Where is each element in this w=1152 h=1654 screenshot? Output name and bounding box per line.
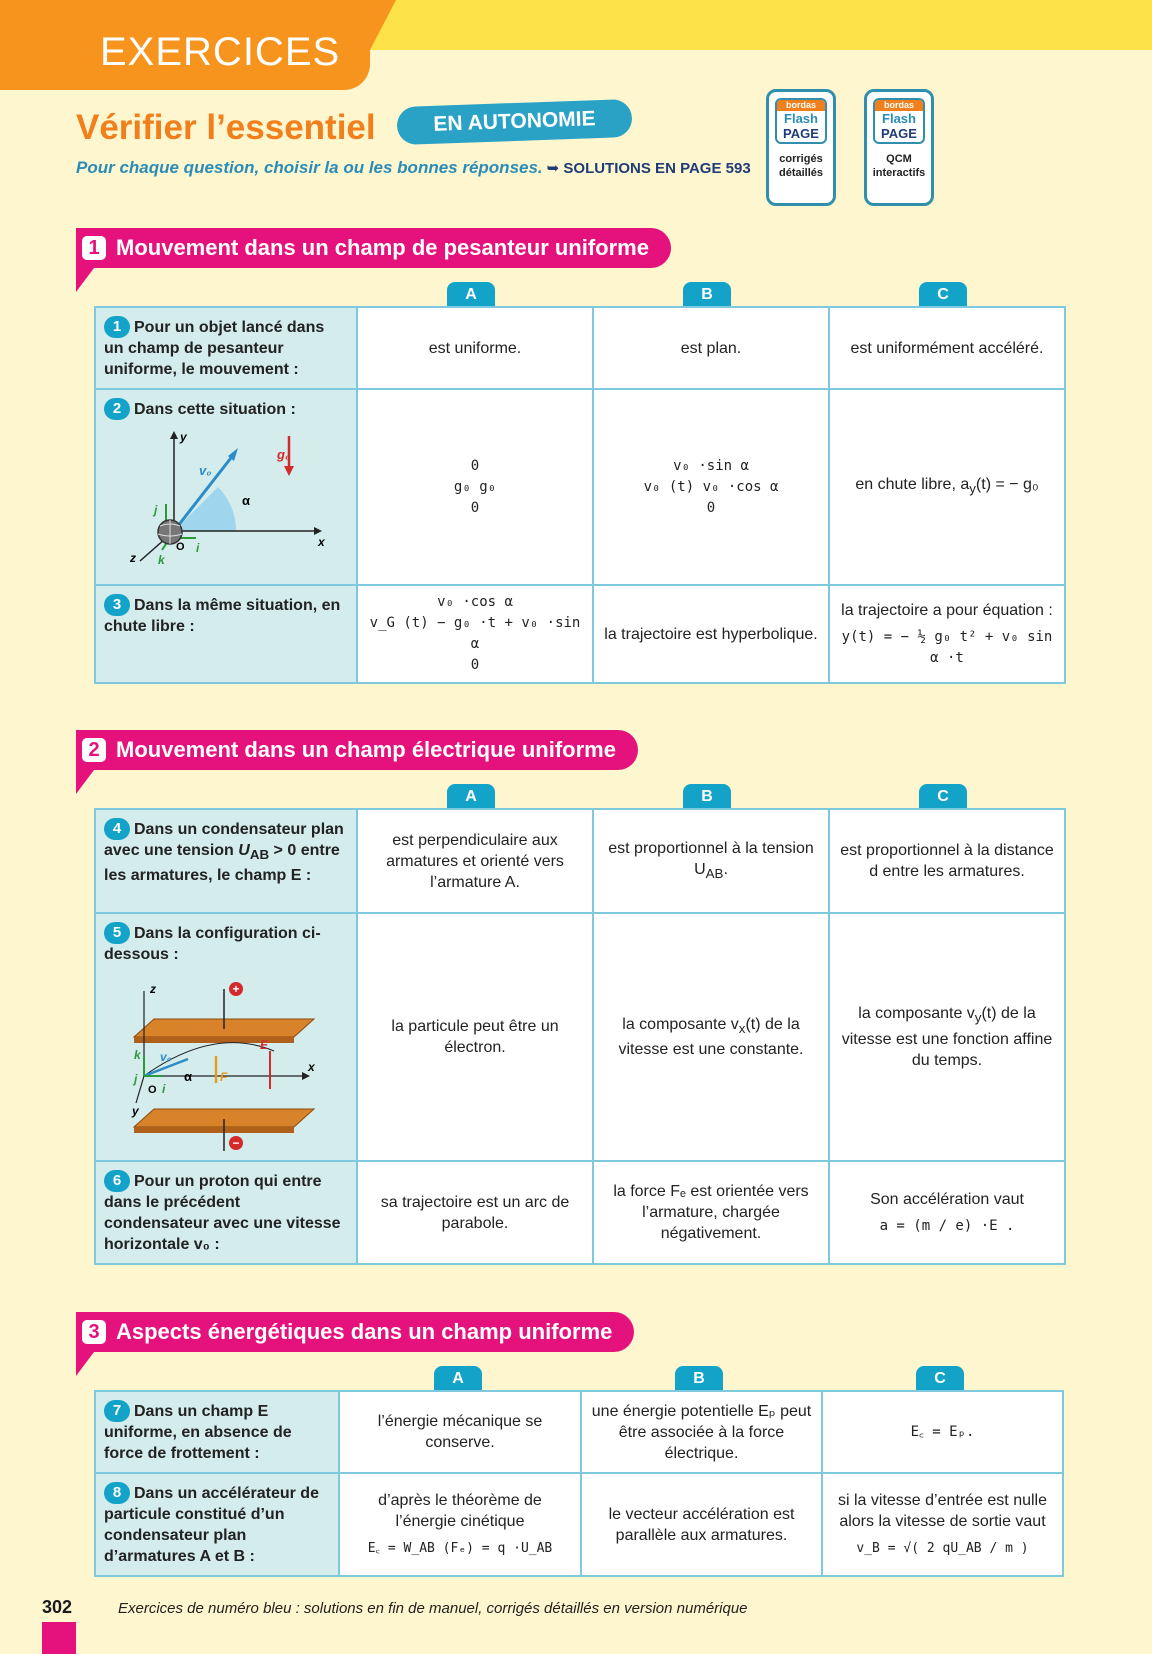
column-tab-b: B [683, 784, 731, 808]
question-number: 2 [104, 398, 130, 420]
column-tab-a: A [447, 282, 495, 306]
question-row [95, 913, 1065, 1161]
svg-text:y: y [180, 430, 187, 444]
question-number: 6 [104, 1170, 130, 1192]
section-number: 3 [82, 1320, 106, 1344]
section-number: 2 [82, 738, 106, 762]
question-cell: 2 Dans cette situation : y x z v₀ g₀ j i k O α [95, 389, 357, 585]
page-number: 302 [42, 1597, 73, 1617]
svg-text:+: + [232, 982, 240, 996]
question-row [95, 307, 1065, 389]
svg-text:O: O [148, 1084, 157, 1096]
question-cell: 6 Pour un proton qui entre dans le précédent condensateur avec une vitesse horizontale v₀ : [95, 1161, 357, 1264]
svg-text:g₀: g₀ [277, 447, 291, 462]
answer-c[interactable]: est uniformément accéléré. [829, 307, 1065, 389]
answer-b[interactable]: la force Fₑ est orientée vers l’armature, chargée négativement. [593, 1161, 829, 1264]
flashpage-logo: bordas Flash PAGE [775, 98, 827, 144]
svg-text:v₀: v₀ [199, 463, 212, 478]
question-cell: 3 Dans la même situation, en chute libre : [95, 585, 357, 683]
projectile-diagram [104, 426, 344, 576]
svg-text:O: O [176, 541, 185, 553]
question-row [95, 1473, 1063, 1576]
answer-c[interactable]: la composante $v_y(t)$ de la vitesse est une fonction affine du temps. [829, 913, 1065, 1161]
section-title: Aspects énergétiques dans un champ uniforme [116, 1319, 613, 1344]
flashpage-corriges-card[interactable] [766, 89, 836, 206]
question-row [95, 1161, 1065, 1264]
answer-b[interactable]: est plan. [593, 307, 829, 389]
footer-accent-bar [42, 1622, 76, 1654]
answer-c[interactable]: E꜀ = Eₚ. [822, 1391, 1063, 1473]
answer-c[interactable]: est proportionnel à la distance d entre les armatures. [829, 809, 1065, 913]
column-tab-a: A [434, 1366, 482, 1390]
section-1-banner [76, 228, 671, 268]
svg-text:z: z [150, 982, 156, 996]
flashpage-caption: QCM interactifs [872, 153, 926, 179]
question-row [95, 389, 1065, 585]
answer-c[interactable]: si la vitesse d’entrée est nulle alors la vitesse de sortie vaut v_B = √( 2 qU_AB / m ) [822, 1473, 1063, 1576]
column-tab-b: B [683, 282, 731, 306]
answer-a[interactable]: d’après le théorème de l’énergie cinétique E꜀ = W_AB (Fₑ) = q ·U_AB [339, 1473, 581, 1576]
question-cell: 5 Dans la configuration ci-dessous : + − z x y k v₀ j i O α F E [95, 913, 357, 1161]
answer-a[interactable]: 0 g₀ g₀ 0 [357, 389, 593, 585]
answer-b[interactable]: est proportionnel à la tension $U_{AB}$. [593, 809, 829, 913]
svg-text:i: i [196, 541, 200, 555]
column-tab-c: C [919, 784, 967, 808]
question-row [95, 809, 1065, 913]
svg-text:x: x [318, 535, 325, 549]
svg-text:α: α [242, 493, 250, 508]
svg-text:j: j [134, 1072, 138, 1086]
intro-text: Pour chaque question, choisir la ou les bonnes réponses. ➥ SOLUTIONS EN PAGE 593 [76, 158, 751, 177]
flashpage-qcm-card[interactable] [864, 89, 934, 206]
svg-text:x: x [308, 1060, 315, 1074]
question-row [95, 1391, 1063, 1473]
answer-b[interactable]: le vecteur accélération est parallèle aux armatures. [581, 1473, 822, 1576]
svg-text:j: j [154, 503, 158, 517]
column-tab-c: C [919, 282, 967, 306]
answer-a[interactable]: est uniforme. [357, 307, 593, 389]
section-1-table [94, 306, 1066, 684]
question-number: 8 [104, 1482, 130, 1504]
question-number: 3 [104, 594, 130, 616]
question-number: 1 [104, 316, 130, 338]
svg-text:k: k [134, 1048, 141, 1062]
answer-a[interactable]: v₀ ·cos α v_G (t) − g₀ ·t + v₀ ·sin α 0 [357, 585, 593, 683]
section-title: Mouvement dans un champ de pesanteur uniforme [116, 235, 649, 260]
footer-note: Exercices de numéro bleu : solutions en fin de manuel, corrigés détaillés en version numérique [118, 1600, 748, 1617]
answer-c[interactable]: Son accélération vaut a = (m / e) ·E . [829, 1161, 1065, 1264]
autonomie-badge: EN AUTONOMIE [396, 99, 632, 145]
answer-b[interactable]: une énergie potentielle Eₚ peut être associée à la force électrique. [581, 1391, 822, 1473]
solutions-link[interactable]: ➥ SOLUTIONS EN PAGE 593 [546, 160, 751, 177]
section-2-table [94, 808, 1066, 1265]
column-tab-b: B [675, 1366, 723, 1390]
flashpage-logo: bordas Flash PAGE [873, 98, 925, 144]
capacitor-diagram [104, 971, 344, 1151]
svg-text:k: k [158, 553, 165, 567]
svg-text:α: α [184, 1069, 192, 1084]
question-cell: 8 Dans un accélérateur de particule constitué d’un condensateur plan d’armatures A et B : [95, 1473, 339, 1576]
question-cell: 4 Dans un condensateur plan avec une tension $U_{AB} > 0$ entre les armatures, le champ E : [95, 809, 357, 913]
section-2-banner [76, 730, 638, 770]
flashpage-caption: corrigés détaillés [778, 153, 824, 179]
svg-text:z: z [130, 551, 136, 565]
section-3-banner [76, 1312, 634, 1352]
svg-text:y: y [132, 1104, 139, 1118]
answer-c[interactable]: la trajectoire a pour équation : y(t) = − ½ g₀ t² + v₀ sin α ·t [829, 585, 1065, 683]
svg-text:−: − [232, 1136, 240, 1150]
answer-a[interactable]: est perpendiculaire aux armatures et orienté vers l’armature A. [357, 809, 593, 913]
answer-a[interactable]: l’énergie mécanique se conserve. [339, 1391, 581, 1473]
question-cell: 1 Pour un objet lancé dans un champ de pesanteur uniforme, le mouvement : [95, 307, 357, 389]
svg-text:v₀: v₀ [160, 1050, 172, 1064]
answer-a[interactable]: la particule peut être un électron. [357, 913, 593, 1161]
question-number: 7 [104, 1400, 130, 1422]
column-tab-a: A [447, 784, 495, 808]
svg-text:F: F [220, 1070, 228, 1084]
section-title: Mouvement dans un champ électrique uniforme [116, 737, 616, 762]
exercices-title: EXERCICES [100, 30, 341, 74]
section-number: 1 [82, 236, 106, 260]
section-3-table [94, 1390, 1064, 1577]
question-number: 5 [104, 922, 130, 944]
page-title: Vérifier l’essentiel [76, 108, 376, 147]
question-cell: 7 Dans un champ E uniforme, en absence de force de frottement : [95, 1391, 339, 1473]
answer-b[interactable]: v₀ ·sin α v₀ (t) v₀ ·cos α 0 [593, 389, 829, 585]
question-row [95, 585, 1065, 683]
answer-b[interactable]: la trajectoire est hyperbolique. [593, 585, 829, 683]
svg-text:E: E [260, 1038, 269, 1052]
question-number: 4 [104, 818, 130, 840]
answer-a[interactable]: sa trajectoire est un arc de parabole. [357, 1161, 593, 1264]
svg-text:i: i [162, 1082, 166, 1096]
answer-c[interactable]: en chute libre, $a_y(t)$ = − g₀ [829, 389, 1065, 585]
answer-b[interactable]: la composante $v_x(t)$ de la vitesse est une constante. [593, 913, 829, 1161]
column-tab-c: C [916, 1366, 964, 1390]
